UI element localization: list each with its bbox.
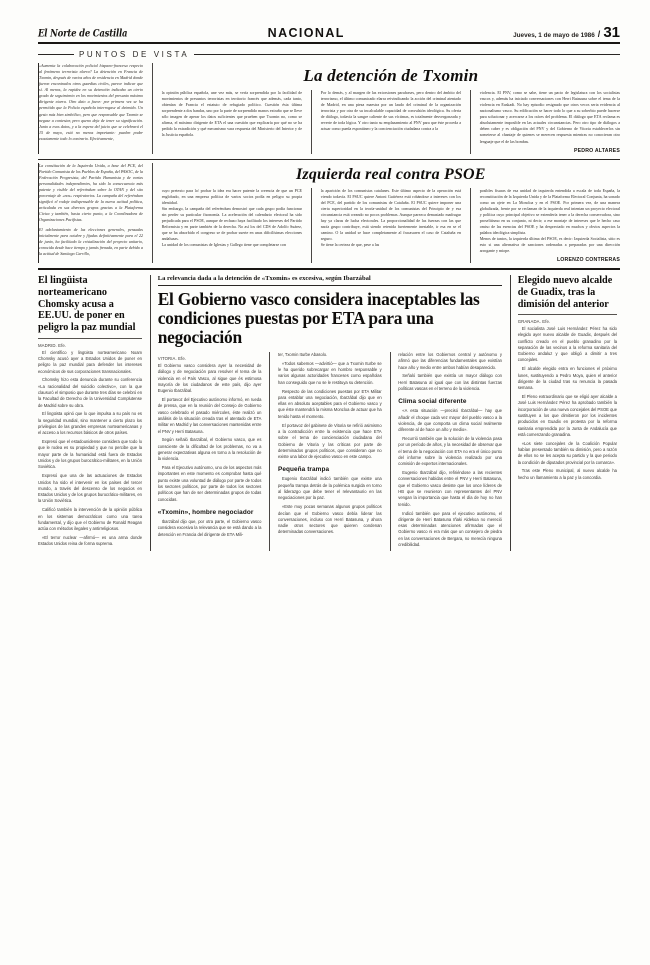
main-col-3 [398, 352, 502, 551]
paragraph: Señaló también que existía un mayor diálogo con Herri Batasuna al igual que con las distintas fuerzas políticas vascas en el terreno de la violencia. [398, 373, 502, 392]
opinion-article-2 [38, 163, 620, 264]
masthead-rule [38, 42, 620, 44]
opinion2-main [162, 163, 620, 264]
opinion2-byline: LORENZO CONTRERAS [556, 257, 620, 264]
guadix-rule [518, 314, 617, 315]
main-body-2b [278, 476, 382, 535]
section-tag-label: PUNTOS DE VISTA [79, 50, 190, 59]
opinion-section-bottom-rule [38, 268, 620, 270]
paragraph: Respecto de las condiciones puestas por ETA Militar para entablar una negociación, Ibarzábal dijo que en ellas en absoluto aceptables para el Gobierno vasco y que éste mantendrá la misma Moncloa de actuar que ha tenido hasta el momento. [277, 388, 382, 419]
paragraph: Recurrió también que la solución de la violencia pasa por un período de años, y la necesidad de observar que el tema de la negociación con ETA no era el único punto del informe sobre la violencia realizado por una comisión de expertos internacionales. [398, 436, 502, 467]
chomsky-body [38, 350, 142, 548]
paragraph: El socialista José Luis Hernández Pérez ha sido elegido ayer nuevo alcalde de Guadix, después del conflicto creado en el pueblo granadino por la separación de las vecinos a la reforma sanitaria del Gobierno andaluz y que obligó a dimitir a tres concejales. [517, 325, 617, 363]
paragraph: «El terror nuclear —afirmó— es una arma donde Estados Unidos reina de forma suprema. [38, 535, 142, 547]
opinion1-bottom-rule [38, 159, 620, 160]
section-tag-bar [38, 49, 620, 60]
subhead-txomin-negociador: «Txomin», hombre negociador [157, 509, 254, 517]
opinion2-body-b1: la aparición de los comunistas catalanes. Este último aspecto de la operación está viendo todavía. El PSUC quiere Antoni Gutiérrez está robándose a intereses con los del PCE, del partido de los comunistas de Cataluña. El PSUC quiere imponer una cierta superioridad en la teoría-unidad de los comunistas del Principio de y esa circunstancia está creando no pocos problemas. Aunque parezca demasiado madrugar hay ya claras de lucha electorales. La proporcionalidad de las fuerzas con las que nacía grupo contribuye, está siendo retenida fuertemente inestable, ir esa en se el camino. O la unidad se hace completamente al fracasaren el caso de Cataluña en seguro. [320, 187, 461, 242]
story-gobierno-vasco [150, 275, 502, 551]
opinion2-lead-text-2: El adelantamiento de las elecciones generales, pensadas inicialmente para octubre y fijadas definitivamente para el 22 de junio, ha facilitado la cristalización del proyecto unitario, conocida desde hace tiempo y jamás frenada, en parte debido a la actitud de Santiago Carrillo, [39, 227, 143, 257]
newspaper-page [38, 20, 620, 950]
kicker-rule [158, 285, 502, 286]
paragraph: Expresó que el estadounidense considera que todo lo que le rodea es su propiedad y que no percibe que la mayor parte de la humanidad está fuera de Estados Unidos y de los grupos burocrático-militares, en la Unión Soviética. [38, 439, 142, 470]
main-body-2 [278, 352, 382, 461]
opinion1-columns [162, 90, 620, 154]
story-guadix [510, 275, 617, 551]
column-divider [150, 275, 151, 551]
opinion2-body-a3: La unidad de los comunistas de Iglesias y Gallego tiene que completarse con [161, 242, 286, 248]
paragraph: El lingüista opinó que lo que impulsa a su país no es la seguridad mundial, sino mantener a cierto plazo los privilegios de las grandes empresas norteamericanas y el acceso a los recursos básicos de otros países. [38, 411, 142, 436]
column-divider [311, 90, 312, 154]
opinion2-body-c1: posibles fisuras de esa unidad de izquierda entendida a escala de toda España, la reconstitución de la Izquierda Unida y de la Plataforma Electoral Conjunta, ha sonado como un ojete en La Moncloa y en el PSOE. Por primera vez, de una manera globalizada, frente por se reclaman de la izquierda real intentan un proyecto electoral y política cuyo principal objetivo se extendería tener a la derecha conservadora, sino proselitismo en su conjunto, ni decir; a ese montaje de intereses que le hecho caso omiso de las esencias del PSOE y ha despreciado en muchos y obvios aspectos la palabra ideológica simplista. [479, 187, 620, 235]
masthead-right [513, 25, 620, 40]
paragraph: Expresó que una de las actuaciones de Estados Unidos ha sido el intervenir en los países del tercer mundo, a través del descenso de los negocios en Estados Unidos y de los grupos burocrático-militares, en la Unión Soviética. [38, 473, 142, 504]
chomsky-dateline: MADRID. Efe. [38, 342, 67, 348]
opinion2-col-b [321, 188, 461, 264]
guadix-headline: Elegido nuevo alcalde de Guadix, tras la dimisión del anterior [517, 274, 613, 310]
subhead-pequena-trampa: Pequeña trampa [277, 466, 330, 474]
column-divider [311, 188, 312, 264]
main-kicker: La relevancia dada a la detención de «Txomin» es excesiva, según Ibarzábal [157, 274, 371, 282]
guadix-body [518, 326, 617, 481]
opinion1-headline: La detención de Txomin [303, 66, 479, 85]
paragraph: El Gobierno vasco considera ayer la necesidad de diálogo y de negociación para resolver el tema de la violencia en el País Vasco, al sigue que és estimosa mayoría de los ciudadanos de este país, dijo ayer Eugenio Ibarzábal. [157, 362, 262, 394]
opinion2-lead-text: La constitución de la Izquierda Unida, a base del PCE, del Partido Comunista de los Pueblos de España, del PASOC, de la Federación Progresista, del Partido Humanista y de varias personalidades independientes, ha sido la consecuencia más patente y visible del referéndum sobre la OTAN y del sito porcentaje de «nos» respiratorios. La campaña del referéndum significó el rodaje indispensable de la nueva actitud política, articulada en sus diversos grupos gracias a la Plataforma Cívica y también, hasta cierto punto, a la Coordinadora de Organizaciones Pacifistas. [39, 162, 143, 223]
tag-rule-right [194, 54, 620, 55]
opinion2-body-c2: Menos de tantos, la izquierda última del PSOE, es decir: Izquierda Socialista, sitio es esto si una alternativa de sanciones ordenadas a preparadas por una dirección arrogante y miope. [479, 236, 620, 254]
column-divider [390, 352, 391, 551]
opinion2-body-b2: Se tiene la certeza de que, pese a las [320, 242, 380, 248]
masthead [38, 20, 620, 40]
main-col-2 [278, 352, 382, 551]
column-divider [152, 163, 153, 264]
opinion1-intro-column [39, 63, 143, 154]
paragraph: Tras este Pleno municipal, al nuevo alcalde ha hecho un llamamiento a la paz y la concordia. [517, 468, 617, 480]
paragraph: El Pleno extraordinario que se eligió ayer alcalde a José Luis Hernández Pérez ha aprobado también la incorporación de una nueva concejales del PSOE que sustituyen a los que dimitieron por los incidentes producidos en Guadix en protesta por la reforma sanitaria emprendida por la Junta de Andalucía que está comenzando granadina. [517, 394, 617, 437]
column-divider [470, 188, 471, 264]
opinion2-headline: Izquierda real contra PSOE [296, 165, 486, 183]
paragraph: Para el Ejecutivo autónomo, uno de los aspectos más importantes en este momento es comprobar hasta qué punto existe una voluntad de diálogo por parte de todos los sectores políticos, por parte de todos los sectores políticos que han de ser determinadas grupos de todas conocidas. [157, 465, 262, 502]
opinion1-body-c: violencia. El PNV, como se sabe, tiene un pacto de legislatura con los socialistas vascos y, además ha iniciado conversaciones con Herri Batasuna sobre el tema de la violencia en Euskadi. No hay episodio resignado que otros vecos seria evidencia al nacionalismo vasco. Su edificación se hacer todo lo que a su soberbio puede hacerse para solucionar y acercarse a los raíces del problema. El diálogo que ETA reclama es absolutamente imposible en las actuales circunstancias. Pero otro tipo de diálogos a deben caber y es obligación del PNV y del Gobierno de Vitoria establecerlos sin someterse al chantaje de quienes se merecen respuesta mientras no conocieran otro lenguaje que el de las bombas. [479, 90, 620, 144]
paragraph: Eugenio Ibarzábal dijo, refiriéndose a las recientes conversaciones habidas entre el PNV y Herri Batasuna, que el Gobierno vasco desiste que los once líderes de HB que se reunieron con representantes del PNV vengan la importancia que hasta el día de hoy no han tenido. [398, 470, 502, 507]
column-divider [152, 63, 153, 154]
section-name: NACIONAL [267, 26, 345, 40]
paragraph: El alcalde elegido entra en funciones el próximo lunes, sustituyendo a Pedro Moya, quien el anterior dirigente de la ciudad tras su renuncia la pasada semana. [517, 366, 617, 391]
story-chomsky [38, 275, 142, 551]
main-body-1b [158, 519, 262, 538]
main-headline: El Gobierno vasco considera inaceptables las condiciones puestas por ETA para una negociación [157, 288, 480, 347]
paragraph: El portavoz del gabinete de Vitoria se refirió asimismo a la contradicción entre la existencia que hace ETA sobre el tema de concienciación ciudadana del Gobierno de Vitoria y las críticas por parte de determinados grupos políticos, que consideran que no existe una labor de ejecutivo vasco en este campo. [277, 422, 382, 460]
guadix-dateline: GRANADA. Efe. [517, 318, 551, 324]
paragraph: Chomsky hizo esta denuncia durante su conferencia «La racionalidad del suicidio colectivo», con la que clausuró el simposio que durante tres días se celebró en la Facultad de Derecho de la Universidad Complutense de Madrid sobre su obra. [38, 377, 142, 408]
opinion2-intro-column [39, 163, 143, 264]
paragraph: ter, Txomin Iturbe Abasolo. [277, 351, 328, 357]
issue-date: Jueves, 1 de mayo de 1986 [513, 32, 595, 39]
paragraph: «Este muy pocas semanas algunos grupos políticos decían que el Gobierno vasco debía liderar las conversaciones, incluso con Herri Batasuna, y ahora nadie otros sectores que quieren condenan determinadas conversaciones. [277, 504, 382, 535]
opinion2-col-a [162, 188, 302, 264]
opinion-article-1 [38, 63, 620, 154]
page-number: 31 [603, 24, 620, 41]
opinion2-col-c [480, 188, 620, 264]
tag-rule-left [38, 54, 74, 55]
opinion1-col-a [162, 90, 302, 154]
opinion1-col-b [321, 90, 461, 154]
paragraph: Según señaló Ibarzábal, el Gobierno vasco, que es consciente de la dificultad de los problemas, no va a generar expectativas alguna en torno a la resolución de la violencia. [157, 437, 262, 462]
column-divider [510, 275, 511, 551]
opinion2-body-a1: cuyo pretexto para lo/ probar la idea era hacer patente la creencia de que un PCE englobado, en una empresa política de varios socios podía en peligro su propia identidad. [161, 187, 302, 205]
opinion1-body-b: Por lo demás, y al margen de las extorsiones parafrases, pero dentro del ámbito del terrorismo, el último comunicado elarra reivindicando la acción del criminal atentado de Madrid, en una pieza maestra por un laudo del criminal de la organización terrorista y por otra de su incalculable capacidad de convulsión ideológica. Su oferta de diálogo, todavía la sangre caliente de sus víctimas, es totalmente desvergonzada y reverte de toda lógica. Y otro tanto su emplazamiento al PNV para que éste proceda a actuar como pueda espontáneo y la concienciación ciudadana contra a la [320, 90, 461, 132]
main-columns [158, 352, 502, 551]
opinion1-main [162, 63, 620, 154]
column-divider [470, 90, 471, 154]
paragraph: relación entre los Gobiernos central y autónomo y afirmó que las diferencias fundamentales que existían hace año y medio entre ambos habían desaparecido. [398, 351, 502, 370]
paragraph: Ibarzábal dijo que, por otra parte, el Gobierno vasco considera excesiva la relevancia que se está dando a la detención en Francia del dirigente de ETA Mili- [157, 519, 262, 537]
main-body-1 [158, 363, 262, 503]
opinion2-columns [162, 188, 620, 264]
opinion1-byline: PEDRO ALTARES [573, 147, 620, 154]
chomsky-headline: El lingüista norteamericano Chomsky acusa a EE.UU. de poner en peligro la paz mundial [38, 274, 136, 334]
paragraph: «A esta situación —precisó Ibarzábal— hay que añadir el choque cada vez mayor del pueblo vasco a la violencia, de que comporta un clima social realmente diferente al de hace un año y medio». [398, 408, 502, 433]
newspaper-logo: El Norte de Castilla [38, 27, 128, 40]
paragraph: El científico y lingüista norteamericano Noam Chomsky acusó ayer a Estados Unidos de poner en peligro la paz mundial para defender los intereses económicos de sus corporaciones transnacionales. [38, 349, 142, 374]
opinion1-col-c [480, 90, 620, 154]
opinion2-body-a2: Sin embargo, la campaña del referéndum demostró que cada grupo podía funcionar sin perder su particular fisonomía. La aceleración del calendario electoral ha sido perjudicada para el PSOE, aunque de rechazo haya facilitado los intereses del Partido Reformista y en parte también de la derecha. No así los del CDS de Adolfo Suárez, que se ha absorbido el congreso se de probar suerte en unas dificilísimas elecciones andaluzas. [161, 205, 302, 242]
main-body-3b [398, 408, 502, 548]
paragraph: Eugenio Ibarzábal indicó también que existe una pequeña trampa detrás de la polémica surgida en torno al liderazgo que debe tener el relevantaurio en las negociaciones por la paz. [277, 476, 382, 501]
opinion1-body-a: la opinión pública española, une vez más, se vería sorprendida por la facilidad de movimientos de presuntos terroristas en territorio francés que además, cada tanto, obtenían de Francia el estatuto de refugiado político. Cuestión ésta última sorprendente a dos bandas, uno por la parte de sorprendido manos extraño que se lleve sólo imagen de aperar los datos suficientes que prueben que Txomin no, como se afirma, el máximo dirigente de ETA el una cuestión que explicaría por qué no se ha pedido la extradición y qué mecanismo vara respuesta del Ministerio del Interior y de la Justicia española. [161, 90, 302, 138]
column-divider [269, 352, 270, 551]
main-body-3 [398, 352, 502, 392]
paragraph: Indicó también que para el ejecutivo autónomo, el dirigente de Herri Batasuna Iñaki Aldekoa no mereció esas determinadas atenciones afirmadas que el Gobierno vasco ni era más que un consejero de piedra en las conversaciones de Bergara, no merecía ninguna credibilidad. [398, 510, 502, 548]
paragraph: «Todos sabemos —advirtió— que a Txomin Iturbe se le ha querido sobrecargar en hombro responsable y varios algunas actoridades franceses como españolas han conseguido que no se le restituya su detención. [277, 360, 382, 385]
paragraph: Calificó también la intervención de la opinión pública en los sistemas democráticos como una tarea fundamental, y dijo que el Gobierno de Ronald Reagan actúa con métodos ilegales y antirreligiosos. [38, 507, 142, 532]
main-dateline: VITORIA. Efe. [157, 355, 187, 361]
paragraph: El portavoz del Ejecutivo autónomo informó, en rueda de prensa, que en la reunión del Consejo de Gobierno vasco celebrado el pasado miércoles, éste realizó un análisis de la situación creada tras el atentado de ETA militar en Madrid y las conversaciones mantenidas entre el PNV y Herri Batasuna. [157, 397, 262, 434]
main-col-1 [158, 352, 262, 551]
paragraph: «Los siete concejales de la Coalición Popular habían presentado también su dimisión, pero a razón de ellos no se les acepta su partido y la que periodo la condición de diputados provincial por la comarca». [517, 440, 617, 465]
opinion1-intro-text: «Aumenta la colaboración policial hispano-francesa respecto al fenómeno terrorista elarra? La detención en Francia de Txomin, después de varios años de residencia en Madrid donde fueron encontrados otros guardias civiles, parece indicar que sí. Al menos, la rapidez en su detención indicaba un cierto grado de seguimiento en los movimientos del presunto máximo dirigente etarra. Otro dato a favor: por primera vez se ha permitido que la Policía española interrogase al detenido. Un gesto más bien simbólico, pero que responsable que Txomin se negase a contestar, pero queno deja de tener su significación. Junto a esos datos, y a la espera del juicio que se celebrará el 15 de mayo, está no menos importante: pueden poder exactamente todo lo contrario. Efectivamente, [39, 63, 143, 141]
news-section [38, 275, 620, 551]
separator-glyph: / [597, 29, 601, 39]
subhead-clima-social: Clima social diferente [398, 398, 467, 406]
chomsky-rule [38, 338, 142, 339]
